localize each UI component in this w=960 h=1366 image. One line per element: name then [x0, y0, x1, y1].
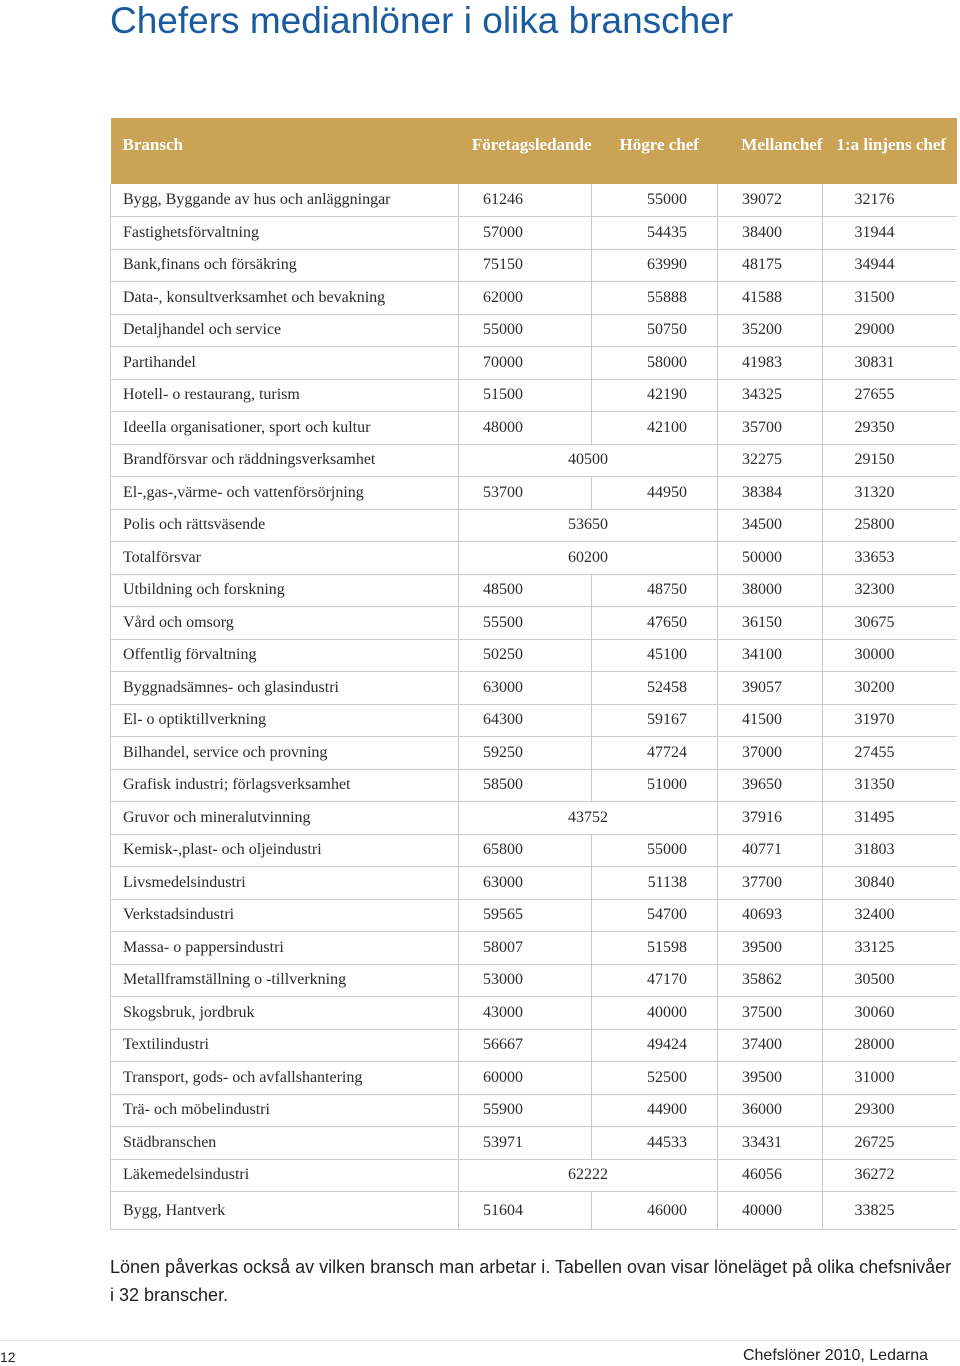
- value-cell: 29300: [823, 1094, 957, 1127]
- value-cell: 35200: [718, 314, 823, 347]
- value-cell: 51138: [592, 867, 718, 900]
- value-cell: 30675: [823, 607, 957, 640]
- salary-table: [110, 118, 957, 1230]
- value-cell: 32275: [718, 444, 823, 477]
- value-cell: 40000: [718, 1192, 823, 1230]
- value-cell: 40000: [592, 997, 718, 1030]
- row-label: Utbildning och forskning: [111, 574, 459, 607]
- value-cell: 49424: [592, 1029, 718, 1062]
- row-label: Brandförsvar och räddningsverksamhet: [111, 444, 459, 477]
- table-row: [111, 509, 957, 542]
- value-cell: 47650: [592, 607, 718, 640]
- row-label: Polis och rättsväsende: [111, 509, 459, 542]
- row-label: Fastighetsförvaltning: [111, 217, 459, 250]
- table-row: [111, 1192, 957, 1230]
- value-cell: 30060: [823, 997, 957, 1030]
- value-cell: 33431: [718, 1127, 823, 1160]
- row-label: Trä- och möbelindustri: [111, 1094, 459, 1127]
- value-cell: 52500: [592, 1062, 718, 1095]
- value-cell: 50750: [592, 314, 718, 347]
- value-cell: 32176: [823, 184, 957, 217]
- value-cell: 39072: [718, 184, 823, 217]
- value-cell: 31500: [823, 282, 957, 315]
- value-cell: 34325: [718, 379, 823, 412]
- value-cell: 55900: [459, 1094, 592, 1127]
- value-cell: 48000: [459, 412, 592, 445]
- value-cell: 54700: [592, 899, 718, 932]
- table-row: [111, 704, 957, 737]
- table-row: [111, 477, 957, 510]
- value-cell: 40771: [718, 834, 823, 867]
- column-header-mellanchef: Mellanchef: [741, 135, 823, 154]
- value-cell: 46056: [718, 1159, 823, 1192]
- caption-text: Lönen påverkas också av vilken bransch man arbetar i. Tabellen ovan visar löneläget på olika chefsnivåer i 32 branscher.: [110, 1257, 952, 1305]
- column-header-bransch: Bransch: [122, 135, 183, 154]
- row-label: Totalförsvar: [111, 542, 459, 575]
- value-cell: 42190: [592, 379, 718, 412]
- table-row: [111, 899, 957, 932]
- table-row: [111, 379, 957, 412]
- value-cell: 32400: [823, 899, 957, 932]
- value-cell: 30500: [823, 964, 957, 997]
- value-cell: 37916: [718, 802, 823, 835]
- value-cell: 50250: [459, 639, 592, 672]
- value-cell: 50000: [718, 542, 823, 575]
- row-label: Livsmedelsindustri: [111, 867, 459, 900]
- value-cell: 38400: [718, 217, 823, 250]
- table-row: [111, 932, 957, 965]
- row-label: Bygg, Hantverk: [111, 1192, 459, 1230]
- value-cell: 60000: [459, 1062, 592, 1095]
- value-cell: 55000: [459, 314, 592, 347]
- value-cell: 59167: [592, 704, 718, 737]
- value-cell: 38384: [718, 477, 823, 510]
- value-cell: 38000: [718, 574, 823, 607]
- value-cell: 39500: [718, 932, 823, 965]
- value-cell: 55500: [459, 607, 592, 640]
- value-cell: 54435: [592, 217, 718, 250]
- value-cell: 30000: [823, 639, 957, 672]
- value-cell: 39650: [718, 769, 823, 802]
- value-cell: 63000: [459, 672, 592, 705]
- table-row: [111, 1127, 957, 1160]
- value-cell: 45100: [592, 639, 718, 672]
- table-row: [111, 542, 957, 575]
- table-row: [111, 867, 957, 900]
- table-row: [111, 639, 957, 672]
- row-label: Offentlig förvaltning: [111, 639, 459, 672]
- table-row: [111, 802, 957, 835]
- salary-table-container: [110, 118, 956, 1230]
- value-cell: 30200: [823, 672, 957, 705]
- row-label: Städbranschen: [111, 1127, 459, 1160]
- value-cell: 42100: [592, 412, 718, 445]
- value-cell: 35700: [718, 412, 823, 445]
- value-cell: 55000: [592, 184, 718, 217]
- table-row: [111, 574, 957, 607]
- value-cell: 31970: [823, 704, 957, 737]
- row-label: Skogsbruk, jordbruk: [111, 997, 459, 1030]
- table-row: [111, 444, 957, 477]
- row-label: Data-, konsultverksamhet och bevakning: [111, 282, 459, 315]
- row-label: Läkemedelsindustri: [111, 1159, 459, 1192]
- value-cell: 61246: [459, 184, 592, 217]
- merged-value-cell: 62222: [459, 1159, 718, 1192]
- value-cell: 37400: [718, 1029, 823, 1062]
- table-row: [111, 1094, 957, 1127]
- value-cell: 58000: [592, 347, 718, 380]
- value-cell: 58007: [459, 932, 592, 965]
- value-cell: 59565: [459, 899, 592, 932]
- table-row: [111, 412, 957, 445]
- row-label: Ideella organisationer, sport och kultur: [111, 412, 459, 445]
- table-row: [111, 217, 957, 250]
- value-cell: 26725: [823, 1127, 957, 1160]
- table-row: [111, 1159, 957, 1192]
- value-cell: 44533: [592, 1127, 718, 1160]
- value-cell: 36272: [823, 1159, 957, 1192]
- table-row: [111, 607, 957, 640]
- publication-name: Chefslöner 2010, Ledarna: [742, 1347, 928, 1364]
- value-cell: 34500: [718, 509, 823, 542]
- value-cell: 31944: [823, 217, 957, 250]
- value-cell: 70000: [459, 347, 592, 380]
- value-cell: 48750: [592, 574, 718, 607]
- row-label: Hotell- o restaurang, turism: [111, 379, 459, 412]
- page-number: 12: [0, 1349, 16, 1365]
- value-cell: 41588: [718, 282, 823, 315]
- value-cell: 46000: [592, 1192, 718, 1230]
- value-cell: 44900: [592, 1094, 718, 1127]
- row-label: Massa- o pappersindustri: [111, 932, 459, 965]
- table-row: [111, 997, 957, 1030]
- value-cell: 33125: [823, 932, 957, 965]
- value-cell: 51598: [592, 932, 718, 965]
- column-header-foretagsledande: Företagsledande: [471, 135, 592, 154]
- value-cell: 63000: [459, 867, 592, 900]
- value-cell: 56667: [459, 1029, 592, 1062]
- value-cell: 31495: [823, 802, 957, 835]
- table-row: [111, 769, 957, 802]
- table-row: [111, 314, 957, 347]
- value-cell: 75150: [459, 249, 592, 282]
- row-label: Bygg, Byggande av hus och anläggningar: [111, 184, 459, 217]
- value-cell: 41983: [718, 347, 823, 380]
- value-cell: 29350: [823, 412, 957, 445]
- value-cell: 31320: [823, 477, 957, 510]
- table-row: [111, 737, 957, 770]
- row-label: El-,gas-,värme- och vattenförsörjning: [111, 477, 459, 510]
- table-row: [111, 964, 957, 997]
- value-cell: 36000: [718, 1094, 823, 1127]
- value-cell: 53971: [459, 1127, 592, 1160]
- row-label: Textilindustri: [111, 1029, 459, 1062]
- value-cell: 55888: [592, 282, 718, 315]
- value-cell: 47724: [592, 737, 718, 770]
- value-cell: 29000: [823, 314, 957, 347]
- value-cell: 47170: [592, 964, 718, 997]
- row-label: Kemisk-,plast- och oljeindustri: [111, 834, 459, 867]
- column-header-forsta-linjens-chef: 1:a linjens chef: [836, 135, 947, 154]
- page-title: Chefers medianlöner i olika branscher: [110, 0, 734, 41]
- value-cell: 57000: [459, 217, 592, 250]
- value-cell: 29150: [823, 444, 957, 477]
- row-label: Partihandel: [111, 347, 459, 380]
- row-label: Transport, gods- och avfallshantering: [111, 1062, 459, 1095]
- table-body: [111, 184, 957, 1230]
- merged-value-cell: 60200: [459, 542, 718, 575]
- merged-value-cell: 53650: [459, 509, 718, 542]
- row-label: Detaljhandel och service: [111, 314, 459, 347]
- value-cell: 31803: [823, 834, 957, 867]
- value-cell: 48500: [459, 574, 592, 607]
- value-cell: 30840: [823, 867, 957, 900]
- table-header: [111, 118, 957, 184]
- value-cell: 51500: [459, 379, 592, 412]
- value-cell: 25800: [823, 509, 957, 542]
- row-label: Grafisk industri; förlagsverksamhet: [111, 769, 459, 802]
- row-label: Vård och omsorg: [111, 607, 459, 640]
- value-cell: 51000: [592, 769, 718, 802]
- value-cell: 32300: [823, 574, 957, 607]
- row-label: Bilhandel, service och provning: [111, 737, 459, 770]
- value-cell: 34100: [718, 639, 823, 672]
- value-cell: 37000: [718, 737, 823, 770]
- merged-value-cell: 40500: [459, 444, 718, 477]
- value-cell: 36150: [718, 607, 823, 640]
- value-cell: 55000: [592, 834, 718, 867]
- table-row: [111, 347, 957, 380]
- value-cell: 43000: [459, 997, 592, 1030]
- value-cell: 44950: [592, 477, 718, 510]
- value-cell: 53700: [459, 477, 592, 510]
- row-label: Bank,finans och försäkring: [111, 249, 459, 282]
- merged-value-cell: 43752: [459, 802, 718, 835]
- row-label: Verkstadsindustri: [111, 899, 459, 932]
- value-cell: 58500: [459, 769, 592, 802]
- value-cell: 52458: [592, 672, 718, 705]
- value-cell: 27655: [823, 379, 957, 412]
- value-cell: 63990: [592, 249, 718, 282]
- table-row: [111, 282, 957, 315]
- value-cell: 48175: [718, 249, 823, 282]
- row-label: Gruvor och mineralutvinning: [111, 802, 459, 835]
- table-row: [111, 184, 957, 217]
- value-cell: 34944: [823, 249, 957, 282]
- value-cell: 59250: [459, 737, 592, 770]
- value-cell: 51604: [459, 1192, 592, 1230]
- value-cell: 31350: [823, 769, 957, 802]
- table-row: [111, 1062, 957, 1095]
- table-row: [111, 249, 957, 282]
- column-header-hogre-chef: Högre chef: [619, 135, 699, 154]
- value-cell: 40693: [718, 899, 823, 932]
- value-cell: 30831: [823, 347, 957, 380]
- value-cell: 64300: [459, 704, 592, 737]
- value-cell: 53000: [459, 964, 592, 997]
- value-cell: 33825: [823, 1192, 957, 1230]
- row-label: Byggnadsämnes- och glasindustri: [111, 672, 459, 705]
- value-cell: 39500: [718, 1062, 823, 1095]
- value-cell: 41500: [718, 704, 823, 737]
- value-cell: 28000: [823, 1029, 957, 1062]
- value-cell: 35862: [718, 964, 823, 997]
- value-cell: 62000: [459, 282, 592, 315]
- value-cell: 37500: [718, 997, 823, 1030]
- row-label: Metallframställning o -tillverkning: [111, 964, 459, 997]
- value-cell: 37700: [718, 867, 823, 900]
- value-cell: 31000: [823, 1062, 957, 1095]
- value-cell: 39057: [718, 672, 823, 705]
- footer-divider: [0, 1340, 960, 1341]
- value-cell: 33653: [823, 542, 957, 575]
- row-label: El- o optiktillverkning: [111, 704, 459, 737]
- table-row: [111, 1029, 957, 1062]
- table-row: [111, 672, 957, 705]
- table-header-row: [111, 118, 957, 184]
- value-cell: 27455: [823, 737, 957, 770]
- value-cell: 65800: [459, 834, 592, 867]
- table-row: [111, 834, 957, 867]
